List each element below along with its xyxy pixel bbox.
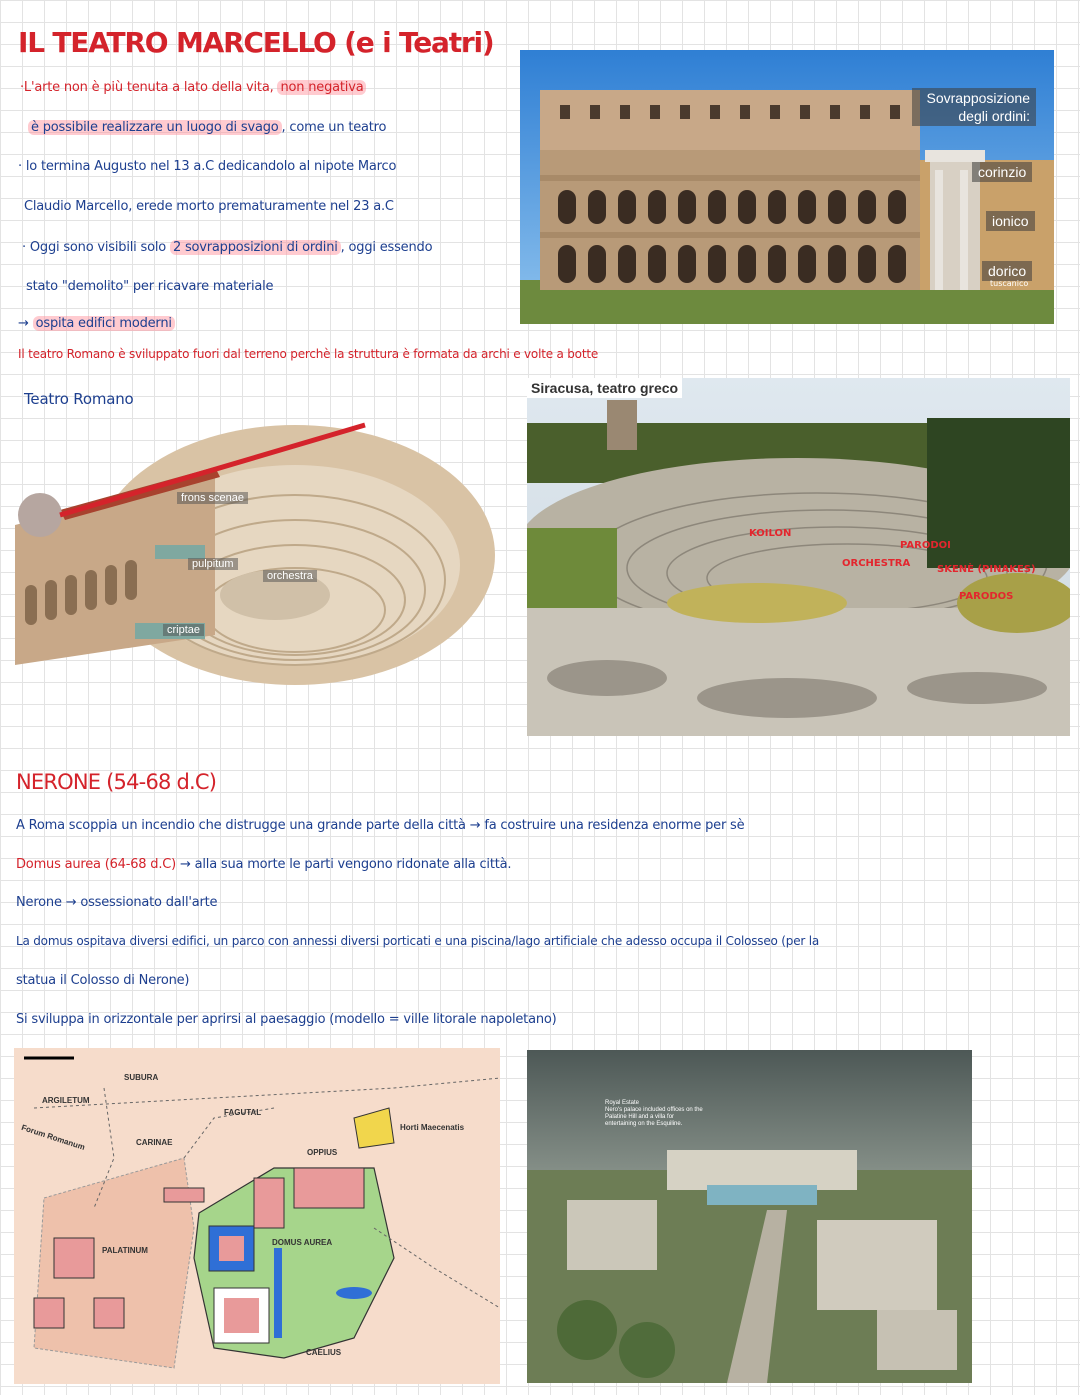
fagutal-label: FAGUTAL [224,1108,262,1117]
note-line-7 [18,316,175,331]
note-line-5 [22,240,432,255]
parodoi-label: PARODOI [900,540,951,551]
order-sublabel: tuscanico [990,279,1029,288]
order-label: corinzio [972,162,1032,182]
horti-label: Horti Maecenatis [400,1123,465,1132]
render-caption-title: Royal Estate [605,1100,640,1106]
page-title: IL TEATRO MARCELLO (e i Teatri) [18,26,494,59]
note-highlight: è possibile realizzare un luogo di svago [28,120,282,135]
note-line-3: · lo termina Augusto nel 13 a.C dedicandolo al nipote Marco [18,159,397,174]
note-text: , oggi essendo [340,240,433,255]
note-line-8: Il teatro Romano è sviluppato fuori dal terreno perchè la struttura è formata da archi e volte a botte [18,347,599,361]
caelius-label: CAELIUS [306,1348,342,1357]
nerone-line-4: La domus ospitava diversi edifici, un parco con annessi diversi porticati e una piscina/lago artificiale che adesso occupa il Colosseo (per la [16,934,820,948]
orchestra-label: ORCHESTRA [842,558,911,569]
oppius-label: OPPIUS [307,1148,338,1157]
domus-aurea-map [14,1048,500,1384]
roman-theatre-illustration [5,405,500,705]
subura-label: SUBURA [124,1073,159,1082]
carinae-label: CARINAE [136,1138,173,1147]
pulpitum-label: pulpitum [188,558,238,570]
palatinum-label: PALATINUM [102,1246,148,1255]
domus-aurea-render [527,1050,972,1383]
orders-caption: Sovrapposizione degli ordini: [912,88,1036,126]
render-caption [605,1100,705,1128]
nerone-heading: NERONE (54-68 d.C) [16,770,217,794]
note-line-2 [28,120,386,135]
domus-aurea-map-label: DOMUS AUREA [272,1238,333,1247]
note-line-6: stato "demolito" per ricavare materiale [26,279,274,294]
roman-theatre-diagram [5,405,500,705]
nerone-line-5: statua il Colosso di Nerone) [16,973,190,988]
note-line-4: Claudio Marcello, erede morto prematuramente nel 23 a.C [24,199,394,214]
forum-label: Forum Romanum [20,1122,87,1153]
koilon-label: KOILON [749,528,792,539]
argiletum-label: ARGILETUM [42,1096,90,1105]
teatro-marcello-photo [520,50,1054,324]
nerone-line-6: Si sviluppa in orizzontale per aprirsi al paesaggio (modello = ville litorale napoletano) [16,1012,557,1027]
nerone-line-1: A Roma scoppia un incendio che distrugge una grande parte della città → fa costruire una residenza enorme per sè [16,818,745,833]
siracusa-caption: Siracusa, teatro greco [527,378,682,398]
note-highlight: non negativa [277,80,366,95]
note-text: · Oggi sono visibili solo [22,240,166,255]
note-text: , come un teatro [281,120,387,135]
orchestra-label: orchestra [263,570,317,582]
nerone-text: → alla sua morte le parti vengono ridonate alla città. [179,857,512,872]
render-caption-text: Nero's palace included offices on the Palatine Hill and a villa for entertaining on the Esquiline. [605,1107,703,1127]
order-label: ionico [986,211,1035,231]
note-line-1 [20,80,366,95]
siracusa-image [527,378,1070,736]
parodos-label: PARODOS [959,591,1014,602]
criptae-label: criptae [163,624,204,636]
skene-label: SKENÈ (PINAKES) [937,564,1036,575]
nerone-line-2 [16,857,511,872]
roman-theatre-heading: Teatro Romano [24,390,134,408]
arrow-icon: → [18,316,29,331]
domus-aurea-text: Domus aurea (64-68 d.C) [16,857,177,872]
domus-aurea-render-image [527,1050,972,1383]
siracusa-photo [527,378,1070,736]
note-highlight: 2 sovrapposizioni di ordini [170,240,341,255]
nerone-line-3: Nerone → ossessionato dall'arte [16,895,218,910]
note-text: ·L'arte non è più tenuta a lato della vita, [20,80,274,95]
order-label: dorico [982,261,1032,281]
frons-scenae-label: frons scenae [177,492,248,504]
note-highlight: ospita edifici moderni [33,316,175,331]
